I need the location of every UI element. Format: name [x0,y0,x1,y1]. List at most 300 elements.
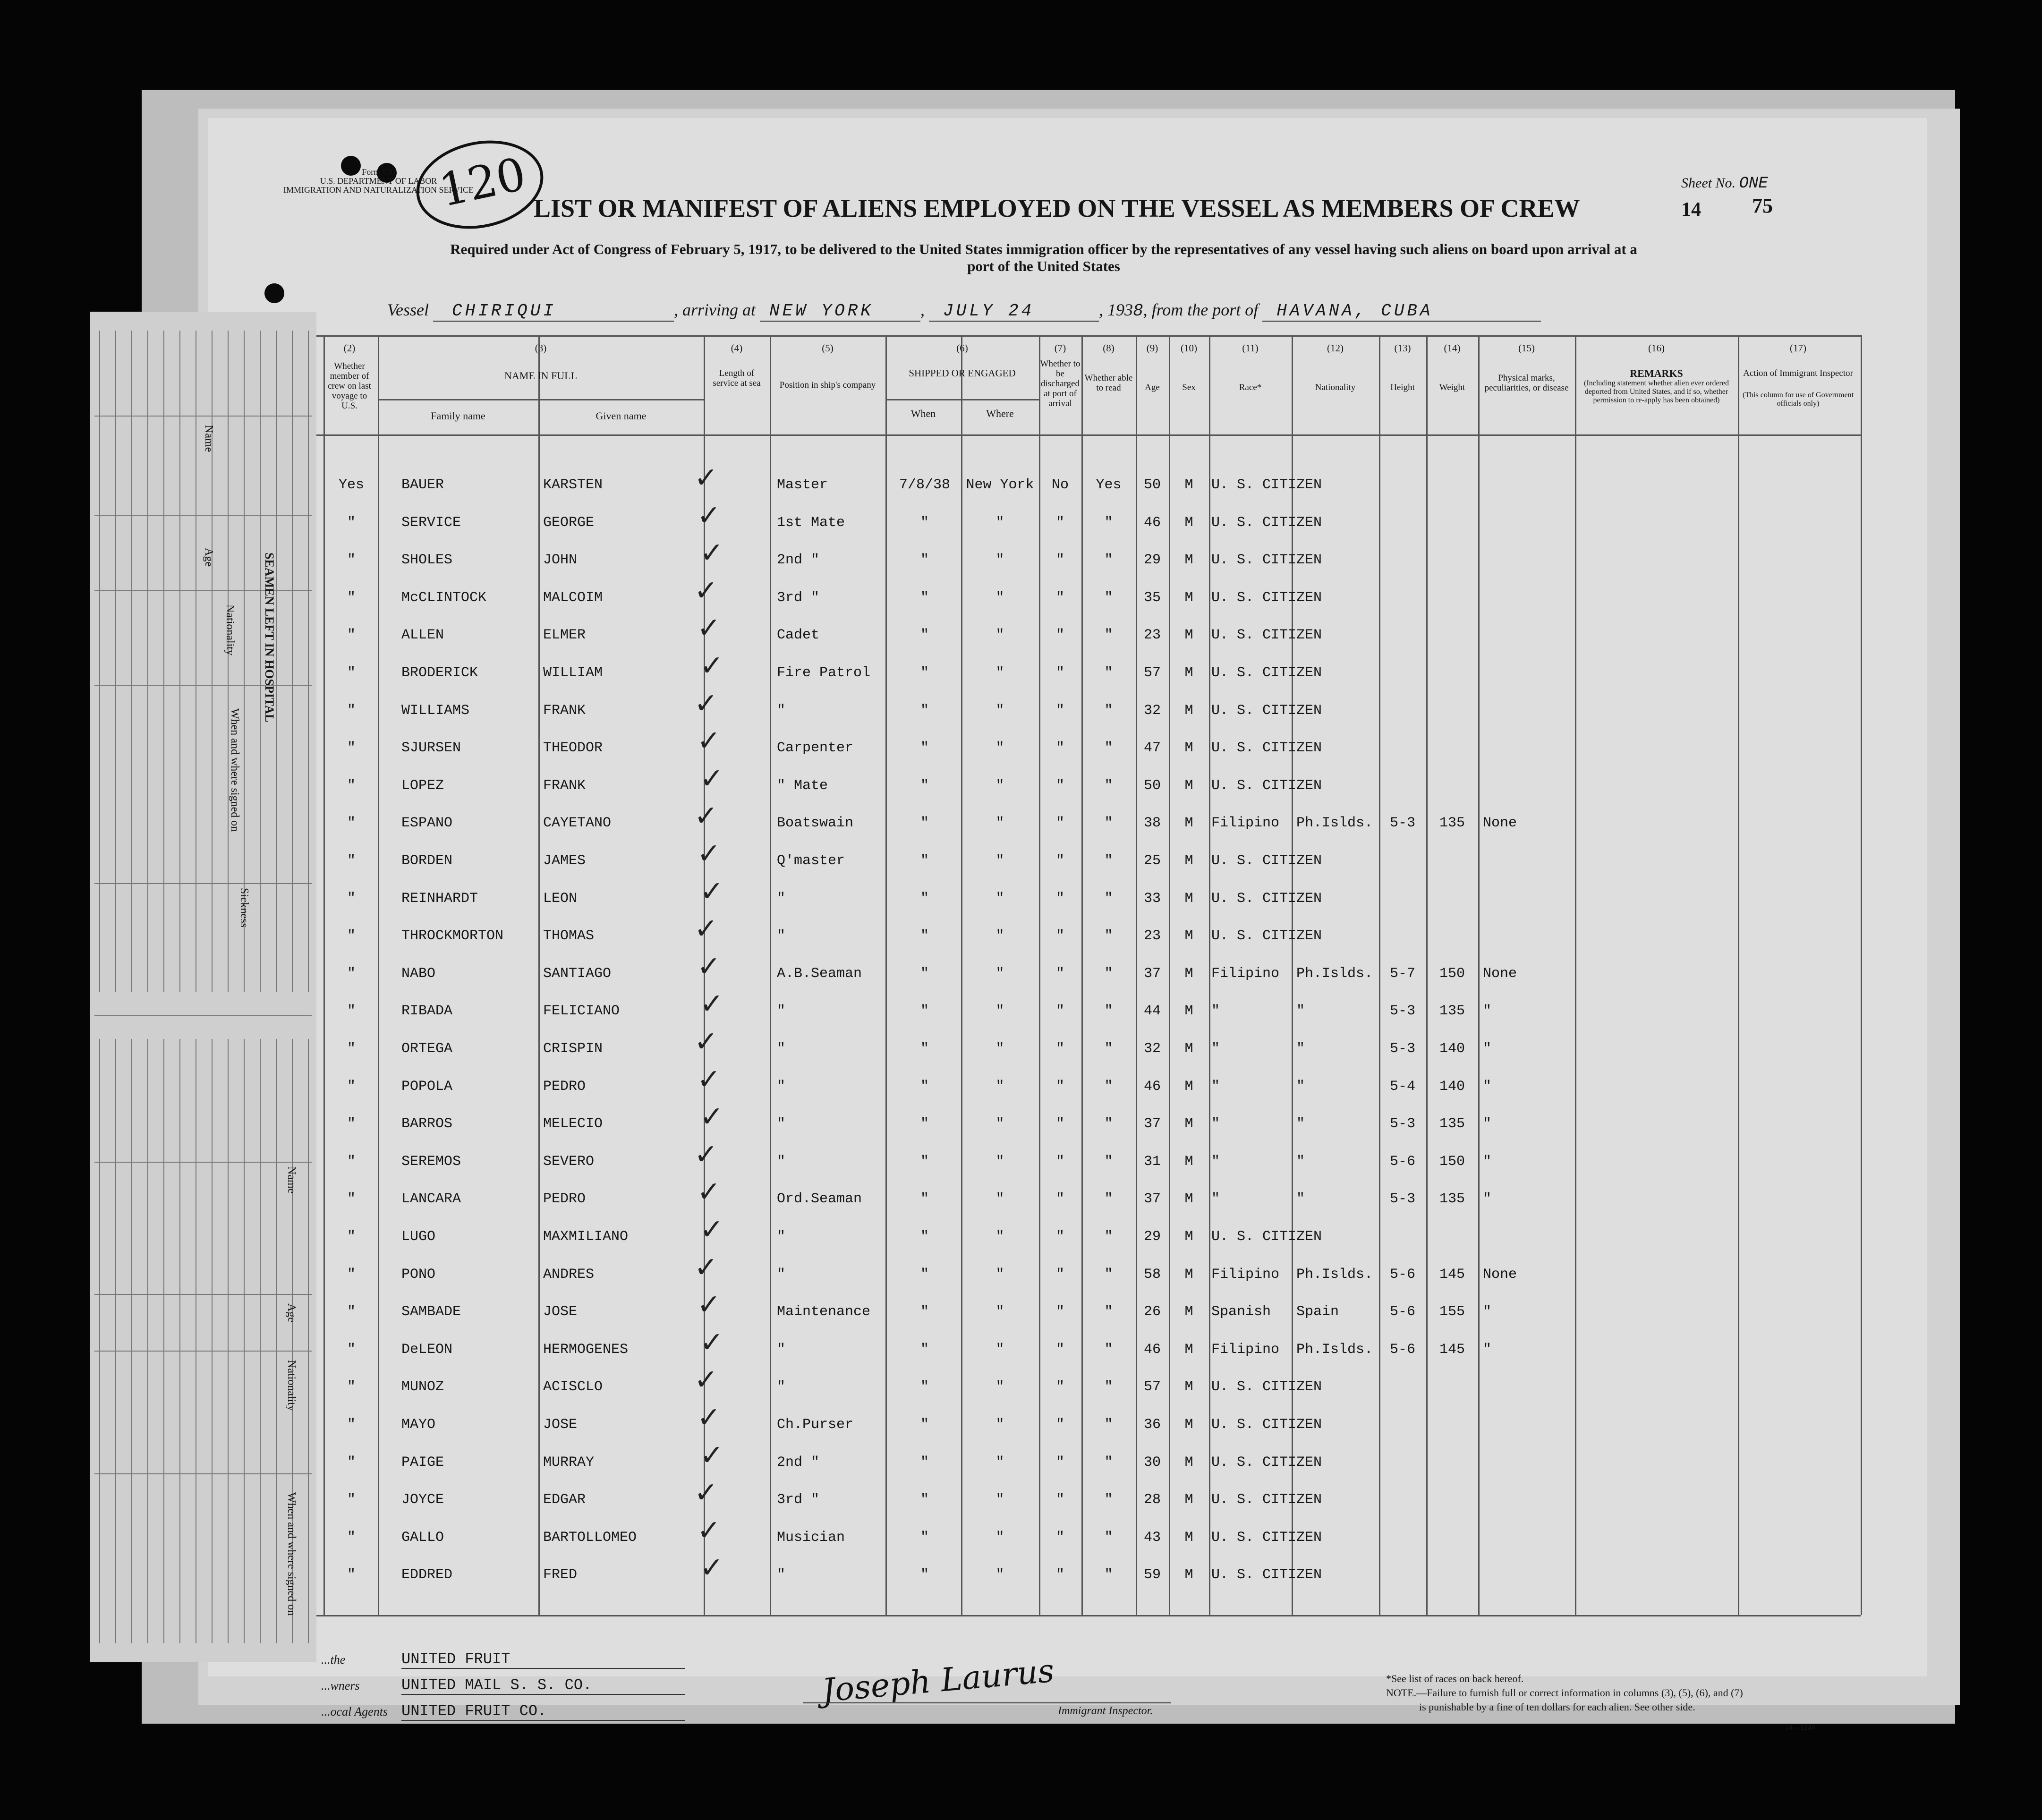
footer-value-2: UNITED MAIL S. S. CO. [401,1676,685,1695]
cell-where: " [995,778,1004,794]
checkmark-icon: ✓ [700,1100,724,1133]
checkmark-icon: ✓ [697,1175,721,1208]
cell-prev: " [347,1079,356,1095]
cell-sex: M [1184,590,1193,606]
cell-family: SJURSEN [401,740,461,756]
cell-prev: " [347,815,356,831]
stub-rule [94,416,312,417]
cell-marks: None [1483,815,1517,831]
col-given-name: Given name [596,410,647,422]
cell-sex: M [1184,1116,1193,1132]
cell-age: 25 [1143,853,1161,869]
cell-prev: " [347,928,356,944]
cell-family: DeLEON [401,1342,453,1358]
departure-port: HAVANA, CUBA [1262,301,1541,322]
stub-rule [292,331,293,992]
cell-discharge: " [1055,1530,1064,1546]
cell-discharge: " [1055,1454,1064,1471]
cell-sex: M [1184,1454,1193,1471]
cell-race: U. S. CITIZEN [1211,703,1322,719]
checkmark-icon: ✓ [697,837,721,870]
cell-read: " [1104,815,1113,831]
cell-discharge: " [1055,1267,1064,1283]
cell-sex: M [1184,1567,1193,1583]
stub-rule [99,1039,100,1643]
cell-when: " [920,1530,929,1546]
stub-signed-on-label-2: When and where signed on [285,1492,298,1616]
cell-age: 59 [1143,1567,1161,1583]
cell-read: " [1104,1567,1113,1583]
table-row-rule [287,1615,1861,1616]
cell-sex: M [1184,1304,1193,1320]
cell-discharge: " [1055,665,1064,681]
cell-family: REINHARDT [401,891,478,907]
checkmark-icon: ✓ [700,1551,724,1584]
cell-sex: M [1184,778,1193,794]
cell-read: " [1104,590,1113,606]
cell-position: " [777,891,786,907]
cell-sex: M [1184,665,1193,681]
cell-position: Musician [777,1530,845,1546]
stub-rule [131,1039,132,1643]
cell-race: " [1211,1079,1220,1095]
cell-where: " [995,891,1004,907]
cell-discharge: " [1055,853,1064,869]
cell-prev: " [347,778,356,794]
vessel-line: Vessel CHIRIQUI , arriving at NEW YORK , JULY 24 , 1938, from the port of HAVANA, CUBA [387,300,1541,322]
cell-family: BRODERICK [401,665,478,681]
stub-rule [115,331,116,992]
cell-prev: " [347,1417,356,1433]
cell-marks: " [1483,1079,1492,1095]
cell-given: EDGAR [543,1492,586,1508]
footer-label-3: ...ocal Agents [321,1705,388,1718]
cell-nationality: " [1296,1116,1305,1132]
col15-number: (15) [1518,342,1535,354]
stub-rule [228,331,229,992]
checkmark-icon: ✓ [697,1514,721,1547]
cell-marks: " [1483,1191,1492,1207]
cell-family: JOYCE [401,1492,444,1508]
col14-number: (14) [1444,342,1461,354]
cell-weight: 150 [1439,966,1465,982]
cell-discharge: " [1055,1041,1064,1057]
cell-where: " [995,966,1004,982]
cell-race: " [1211,1191,1220,1207]
stub-rule [94,1015,312,1016]
cell-nationality: " [1296,1079,1305,1095]
cell-position: " [777,1567,786,1583]
year-digit: 8 [1133,301,1143,321]
cell-family: BORDEN [401,853,453,869]
col-able-to-read: Whether able to read [1084,373,1133,393]
cell-sex: M [1184,815,1193,831]
sheet-number: Sheet No. ONE [1681,175,1768,193]
cell-read: " [1104,853,1113,869]
cell-position: Boatswain [777,815,854,831]
cell-race: U. S. CITIZEN [1211,477,1322,493]
cell-read: " [1104,1492,1113,1508]
footer-label-2: ...wners [321,1679,360,1692]
cell-sex: M [1184,627,1193,643]
cell-prev: " [347,1191,356,1207]
cell-age: 37 [1143,1116,1161,1132]
cell-age: 58 [1143,1267,1161,1283]
cell-read: " [1104,1079,1113,1095]
col11-number: (11) [1242,342,1259,354]
vessel-name: CHIRIQUI [433,301,674,322]
cell-age: 33 [1143,891,1161,907]
cell-prev: " [347,853,356,869]
cell-discharge: " [1055,1154,1064,1170]
cell-weight: 145 [1439,1342,1465,1358]
cell-prev: " [347,1492,356,1508]
cell-where: " [995,1342,1004,1358]
stub-name-label-2: Name [285,1166,298,1194]
cell-when: " [920,1116,929,1132]
cell-family: BAUER [401,477,444,493]
cell-race: Filipino [1211,815,1280,831]
cell-marks: " [1483,1116,1492,1132]
cell-read: " [1104,627,1113,643]
cell-discharge: " [1055,703,1064,719]
cell-position: Cadet [777,627,820,643]
service: IMMIGRATION AND NATURALIZATION SERVICE [283,185,474,195]
cell-read: " [1104,515,1113,531]
cell-race: U. S. CITIZEN [1211,552,1322,568]
col9-number: (9) [1146,342,1158,354]
col-nationality: Nationality [1315,383,1356,392]
cell-position: " [777,1041,786,1057]
cell-discharge: " [1055,515,1064,531]
cell-marks: " [1483,1154,1492,1170]
cell-weight: 135 [1439,1003,1465,1019]
cell-where: New York [966,477,1034,493]
col-action-note: (This column for use of Government officials only) [1742,391,1854,408]
cell-age: 37 [1143,966,1161,982]
cell-prev: " [347,1267,356,1283]
cell-given: FRANK [543,778,586,794]
col-discharged: Whether to be discharged at port of arrival [1040,359,1081,408]
cell-age: 35 [1143,590,1161,606]
cell-when: " [920,552,929,568]
cell-position: A.B.Seaman [777,966,862,982]
cell-age: 30 [1143,1454,1161,1471]
cell-position: Carpenter [777,740,854,756]
cell-family: MUNOZ [401,1379,444,1395]
col13-number: (13) [1394,342,1411,354]
cell-read: " [1104,1530,1113,1546]
cell-read: " [1104,1116,1113,1132]
cell-prev: " [347,1342,356,1358]
cell-given: FRED [543,1567,578,1583]
cell-discharge: " [1055,1379,1064,1395]
cell-discharge: " [1055,1567,1064,1583]
cell-sex: M [1184,703,1193,719]
cell-where: " [995,1492,1004,1508]
cell-race: U. S. CITIZEN [1211,515,1322,531]
col-when: When [910,408,936,419]
col-action-inspector: Action of Immigrant Inspector [1743,368,1853,378]
cell-weight: 140 [1439,1041,1465,1057]
cell-where: " [995,1379,1004,1395]
checkmark-icon: ✓ [694,1363,718,1396]
cell-family: NABO [401,966,436,982]
cell-prev: " [347,1530,356,1546]
cell-marks: None [1483,1267,1517,1283]
cell-race: U. S. CITIZEN [1211,1229,1322,1245]
cell-when: " [920,1267,929,1283]
cell-discharge: " [1055,1116,1064,1132]
cell-when: " [920,1567,929,1583]
cell-position: Maintenance [777,1304,871,1320]
cell-height: 5-7 [1389,966,1415,982]
stub-title: SEAMEN LEFT IN HOSPITAL [263,553,276,723]
cell-marks: None [1483,966,1517,982]
checkmark-icon: ✓ [697,1063,721,1096]
cell-race: U. S. CITIZEN [1211,1454,1322,1471]
checkmark-icon: ✓ [697,1288,721,1321]
cell-family: SEREMOS [401,1154,461,1170]
cell-nationality: Ph.Islds. [1296,1267,1373,1283]
col-physical-marks: Physical marks, peculiarities, or disease [1484,373,1569,393]
cell-age: 29 [1143,1229,1161,1245]
sheet-mark: 14 [1681,199,1701,221]
cell-where: " [995,1567,1004,1583]
cell-given: THEODOR [543,740,603,756]
col-name-in-full: NAME IN FULL [504,370,577,382]
cell-discharge: " [1055,1229,1064,1245]
cell-when: " [920,1154,929,1170]
cell-discharge: " [1055,966,1064,982]
cell-family: WILLIAMS [401,703,470,719]
stub-rule [94,685,312,686]
cell-when: " [920,1379,929,1395]
cell-nationality: " [1296,1041,1305,1057]
cell-age: 36 [1143,1417,1161,1433]
checkmark-icon: ✓ [694,799,718,833]
col12-number: (12) [1327,342,1344,354]
table-row-rule [378,399,704,400]
cell-when: " [920,740,929,756]
checkmark-icon: ✓ [700,987,724,1021]
cell-given: SANTIAGO [543,966,612,982]
stub-rule [163,331,164,992]
stub-rule [94,515,312,516]
cell-race: U. S. CITIZEN [1211,1530,1322,1546]
table-column-rule [1478,335,1480,1615]
cell-age: 32 [1143,703,1161,719]
cell-race: U. S. CITIZEN [1211,1417,1322,1433]
checkmark-icon: ✓ [700,875,724,908]
cell-family: ALLEN [401,627,444,643]
cell-position: " [777,1267,786,1283]
cell-age: 50 [1143,477,1161,493]
col-weight: Weight [1439,383,1465,392]
department: U.S. DEPARTMENT OF LABOR [320,176,437,186]
cell-where: " [995,1229,1004,1245]
cell-sex: M [1184,1154,1193,1170]
cell-prev: " [347,1154,356,1170]
cell-read: " [1104,1003,1113,1019]
cell-sex: M [1184,515,1193,531]
cell-where: " [995,1191,1004,1207]
cell-when: " [920,778,929,794]
col6-number: (6) [956,342,968,354]
cell-discharge: " [1055,1003,1064,1019]
col-remarks: REMARKS [1630,367,1683,379]
cell-given: CRISPIN [543,1041,603,1057]
cell-given: HERMOGENES [543,1342,629,1358]
col-race: Race* [1239,383,1262,392]
cell-discharge: " [1055,1342,1064,1358]
stub-rule [115,1039,116,1643]
cell-age: 47 [1143,740,1161,756]
cell-when: " [920,1229,929,1245]
cell-position: Fire Patrol [777,665,871,681]
table-row-rule [287,335,1861,337]
cell-family: McCLINTOCK [401,590,487,606]
arrival-date: JULY 24 [929,301,1099,322]
col3-number: (3) [535,342,547,354]
cell-family: POPOLA [401,1079,453,1095]
stub-rule [308,1039,309,1643]
stub-rule [94,1351,312,1352]
cell-when: " [920,1492,929,1508]
cell-race: U. S. CITIZEN [1211,1492,1322,1508]
cell-prev: " [347,665,356,681]
cell-given: BARTOLLOMEO [543,1530,637,1546]
cell-position: Q'master [777,853,845,869]
cell-height: 5-6 [1389,1154,1415,1170]
cell-sex: M [1184,1003,1193,1019]
cell-given: JOSE [543,1304,578,1320]
cell-sex: M [1184,1492,1193,1508]
cell-age: 29 [1143,552,1161,568]
cell-age: 38 [1143,815,1161,831]
cell-position: " [777,928,786,944]
cell-position: 2nd " [777,1454,820,1471]
cell-when: " [920,627,929,643]
cell-when: 7/8/38 [899,477,951,493]
cell-prev: " [347,627,356,643]
checkmark-icon: ✓ [694,1251,718,1284]
cell-where: " [995,1304,1004,1320]
cell-height: 5-3 [1389,815,1415,831]
cell-position: " Mate [777,778,828,794]
cell-weight: 135 [1439,1116,1465,1132]
stub-rule [179,331,180,992]
cell-given: KARSTEN [543,477,603,493]
cell-nationality: " [1296,1003,1305,1019]
stub-age-label-2: Age [285,1303,298,1322]
table-column-rule [378,335,379,1615]
cell-discharge: " [1055,1079,1064,1095]
cell-when: " [920,966,929,982]
table-row-rule [287,434,1861,436]
cell-when: " [920,853,929,869]
cell-when: " [920,1191,929,1207]
cell-position: " [777,1154,786,1170]
cell-where: " [995,1003,1004,1019]
cell-read: " [1104,1304,1113,1320]
checkmark-icon: ✓ [700,762,724,795]
hospital-stub [90,312,316,1662]
cell-sex: M [1184,1342,1193,1358]
cell-age: 37 [1143,1191,1161,1207]
cell-height: 5-4 [1389,1079,1415,1095]
cell-position: " [777,1379,786,1395]
cell-read: Yes [1096,477,1122,493]
cell-given: MURRAY [543,1454,595,1471]
stub-rule [99,331,100,992]
cell-prev: " [347,740,356,756]
stub-rule [94,1294,312,1295]
stub-rule [276,1039,277,1643]
cell-weight: 135 [1439,1191,1465,1207]
cell-given: THOMAS [543,928,595,944]
cell-where: " [995,515,1004,531]
cell-given: ACISCLO [543,1379,603,1395]
cell-family: LOPEZ [401,778,444,794]
cell-prev: " [347,1454,356,1471]
cell-read: " [1104,928,1113,944]
col-height: Height [1390,383,1415,392]
cell-prev: Yes [338,477,364,493]
cell-discharge: " [1055,1304,1064,1320]
cell-prev: " [347,1003,356,1019]
cell-given: WILLIAM [543,665,603,681]
col7-number: (7) [1054,342,1066,354]
table-column-rule [1738,335,1739,1615]
cell-where: " [995,703,1004,719]
cell-position: 3rd " [777,590,820,606]
cell-discharge: " [1055,590,1064,606]
cell-race: U. S. CITIZEN [1211,740,1322,756]
cell-where: " [995,552,1004,568]
footer-notes: *See list of races on back hereof. NOTE.—Failure to furnish full or correct information in columns (3), (5), (6), and (7) is punishable by a fine of ten dollars for each alien. See other side. [1386,1673,1743,1713]
stub-sickness-label: Sickness [238,888,250,927]
cell-read: " [1104,1379,1113,1395]
cell-when: " [920,928,929,944]
cell-where: " [995,1530,1004,1546]
cell-given: JAMES [543,853,586,869]
cell-where: " [995,1267,1004,1283]
cell-race: Filipino [1211,966,1280,982]
cell-read: " [1104,1229,1113,1245]
subtitle: Required under Act of Congress of February 5, 1917, to be delivered to the United States immigration officer by the representatives of any vessel having such aliens on board upon arrival at a port of the United States [450,241,1637,274]
cell-where: " [995,1454,1004,1471]
cell-height: 5-6 [1389,1342,1415,1358]
stub-age-label: Age [203,548,215,567]
checkmark-icon: ✓ [697,1401,721,1434]
cell-height: 5-3 [1389,1041,1415,1057]
cell-when: " [920,703,929,719]
stub-rule [212,1039,213,1643]
checkmark-icon: ✓ [694,1138,718,1171]
stub-rule [94,883,312,884]
cell-discharge: " [1055,627,1064,643]
stub-rule [94,1162,312,1163]
checkmark-icon: ✓ [694,1476,718,1509]
cell-age: 50 [1143,778,1161,794]
stub-rule [94,1473,312,1474]
cell-family: ORTEGA [401,1041,453,1057]
cell-race: U. S. CITIZEN [1211,590,1322,606]
cell-sex: M [1184,853,1193,869]
cell-given: SEVERO [543,1154,595,1170]
cell-given: MALCOIM [543,590,603,606]
